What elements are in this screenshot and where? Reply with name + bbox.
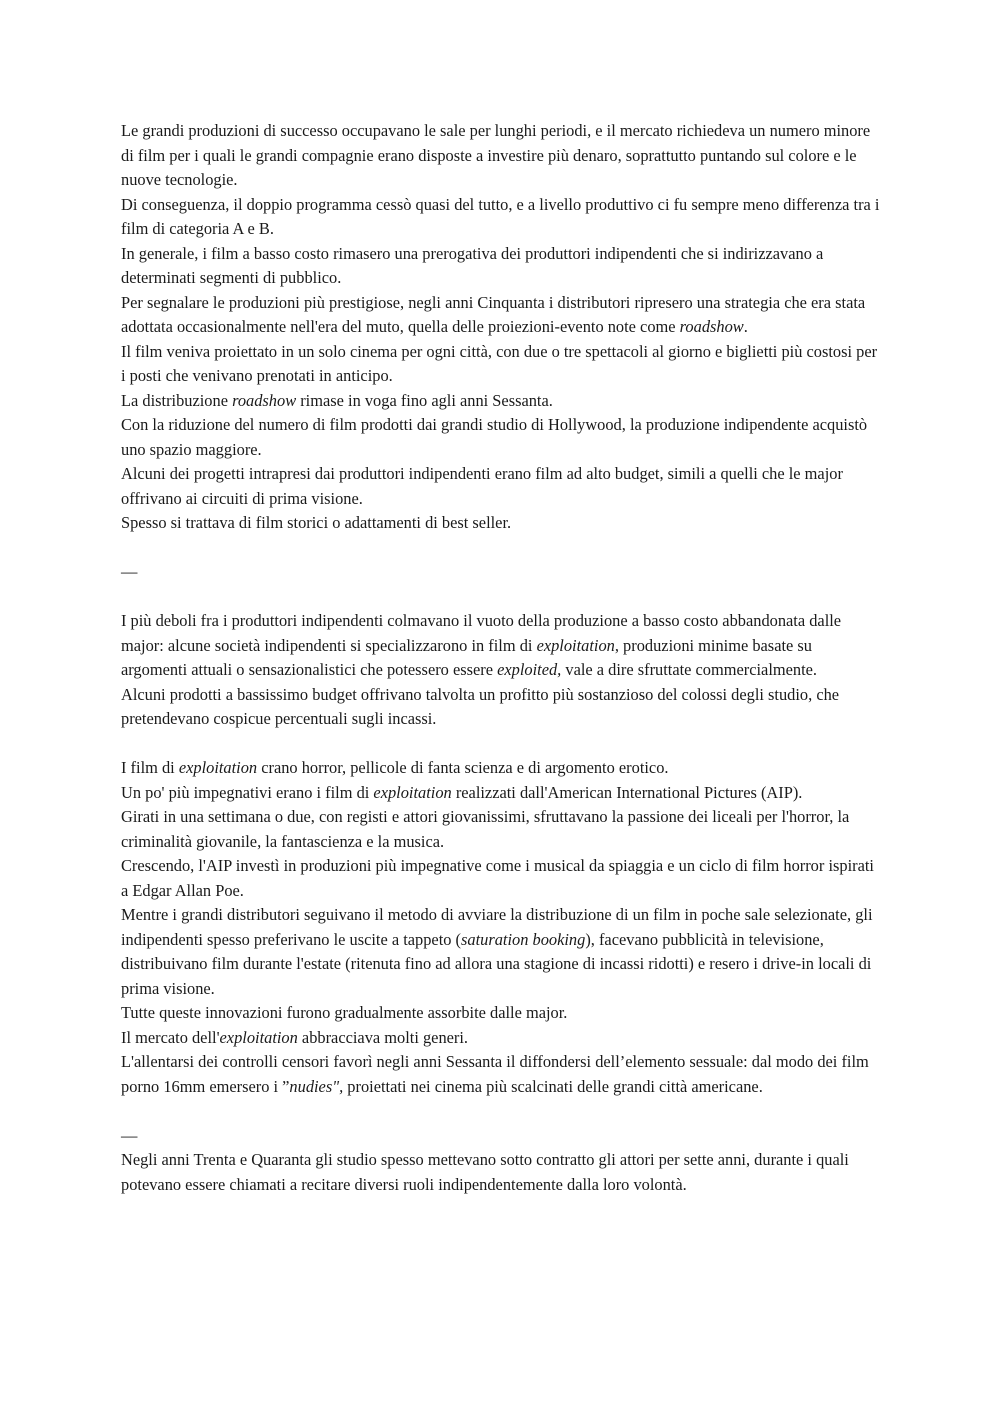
italic-term: exploited, (497, 660, 562, 679)
text-run: . (743, 317, 748, 336)
paragraph (121, 1026, 881, 1051)
paragraph: Le grandi produzioni di successo occupavano le sale per lunghi periodi, e il mercato richiedeva un numero minore di film per i quali le grandi compagnie erano disposte a investire più denaro, soprattutto puntando sul colore e le nuove tecnologie. (121, 121, 871, 189)
italic-term: exploitation (373, 782, 452, 802)
text-run: I più deboli fra i produttori indipendenti colmavano il vuoto della produzione a basso costo abbandonata dalle major: alcune società indipendenti si specializzarono in film di (121, 611, 842, 655)
italic-term: exploitation (178, 758, 258, 777)
blank-line (121, 1099, 881, 1124)
italic-term: saturation booking (461, 929, 586, 949)
paragraph (121, 781, 881, 806)
paragraph: Di conseguenza, il doppio programma cessò quasi del tutto, e a livello produttivo ci fu sempre meno differenza tra i film di categoria A e B. (121, 194, 880, 238)
section-major-productions (121, 119, 881, 536)
text-run: La distribuzione (121, 390, 233, 410)
text-run: abbracciava molti generi. (297, 1027, 469, 1047)
paragraph (121, 389, 881, 414)
text-run: , produzioni minime basate su argomenti attuali o sensazionalistici che potessero essere (121, 635, 812, 679)
italic-term: exploitation (536, 635, 615, 655)
text-run: Un po' più impegnativi erano i film di (121, 782, 374, 802)
text-run: realizzati dall'American International Pictures (AIP). (451, 782, 803, 802)
italic-term: roadshow (679, 317, 744, 336)
italic-term: roadshow (232, 390, 297, 410)
document-page (121, 119, 881, 1197)
text-run: Mentre i grandi distributori seguivano il metodo di avviare la distribuzione di un film in poche sale selezionate, gli indipendenti spesso preferivano le uscite a tappeto ( (121, 905, 873, 949)
italic-term: nudies", (289, 1076, 344, 1096)
paragraph: Girati in una settimana o due, con registi e attori giovanissimi, sfruttavano la passione dei liceali per l'horror, la criminalità giovanile, la fantascienza e la musica. (121, 807, 850, 851)
blank-line (121, 585, 881, 610)
section-separator: — (121, 562, 138, 581)
paragraph: Spesso si trattava di film storici o adattamenti di best seller. (121, 513, 512, 532)
text-run: proiettati nei cinema più scalcinati delle grandi città americane. (343, 1076, 763, 1096)
italic-term: exploitation (219, 1027, 298, 1047)
paragraph (121, 1050, 881, 1099)
blank-line (121, 732, 881, 757)
text-run: vale a dire sfruttate commercialmente. (561, 660, 818, 679)
paragraph (121, 756, 881, 781)
text-run: L'allentarsi dei controlli censori favorì negli anni Sessanta il diffondersi dell’elemento sessuale: dal modo dei film porno 16mm emersero i ” (121, 1052, 869, 1096)
paragraph: Alcuni dei progetti intrapresi dai produttori indipendenti erano film ad alto budget, simili a quelli che le major offrivano ai circuiti di prima visione. (121, 464, 843, 508)
paragraph: In generale, i film a basso costo rimasero una prerogativa dei produttori indipendenti che si indirizzavano a determinati segmenti di pubblico. (121, 243, 824, 287)
text-run: Il mercato dell' (121, 1027, 220, 1047)
paragraph: Tutte queste innovazioni furono gradualmente assorbite dalle major. (121, 1003, 568, 1022)
paragraph: Alcuni prodotti a bassissimo budget offrivano talvolta un profitto più sostanzioso del colossi degli studio, che pretendevano cospicue percentuali sugli incassi. (121, 684, 840, 728)
paragraph (121, 291, 881, 340)
paragraph: Crescendo, l'AIP investì in produzioni più impegnative come i musical da spiaggia e un ciclo di film horror ispirati a Edgar Allan Poe. (121, 856, 874, 900)
paragraph: Il film veniva proiettato in un solo cinema per ogni città, con due o tre spettacoli al giorno e biglietti più costosi per i posti che venivano prenotati in anticipo. (121, 341, 878, 385)
section-independent-producers (121, 609, 881, 732)
section-studio-contracts (121, 1148, 881, 1197)
paragraph (121, 903, 881, 1001)
section-exploitation-films (121, 756, 881, 1099)
text-run: ), facevano pubblicità in televisione, distribuivano film durante l'estate (ritenuta fino ad allora una stagione di incassi ridotti) e resero i drive-in locali di prima visione. (121, 929, 872, 998)
paragraph: Con la riduzione del numero di film prodotti dai grandi studio di Hollywood, la produzione indipendente acquistò uno spazio maggiore. (121, 415, 868, 459)
text-run: rimase in voga fino agli anni Sessanta. (296, 390, 553, 410)
text-run: crano horror, pellicole di fanta scienza e di argomento erotico. (257, 758, 669, 777)
blank-line (121, 536, 881, 561)
section-separator: — (121, 1125, 138, 1145)
text-run: I film di (121, 758, 179, 777)
paragraph (121, 609, 881, 683)
text-run: Per segnalare le produzioni più prestigiose, negli anni Cinquanta i distributori ripresero una strategia che era stata adottata occasionalmente nell'era del muto, quella delle proiezioni-evento note come (121, 292, 866, 336)
paragraph: Negli anni Trenta e Quaranta gli studio spesso mettevano sotto contratto gli attori per sette anni, durante i quali potevano essere chiamati a recitare diversi ruoli indipendentemente dalla loro volontà. (121, 1150, 849, 1194)
